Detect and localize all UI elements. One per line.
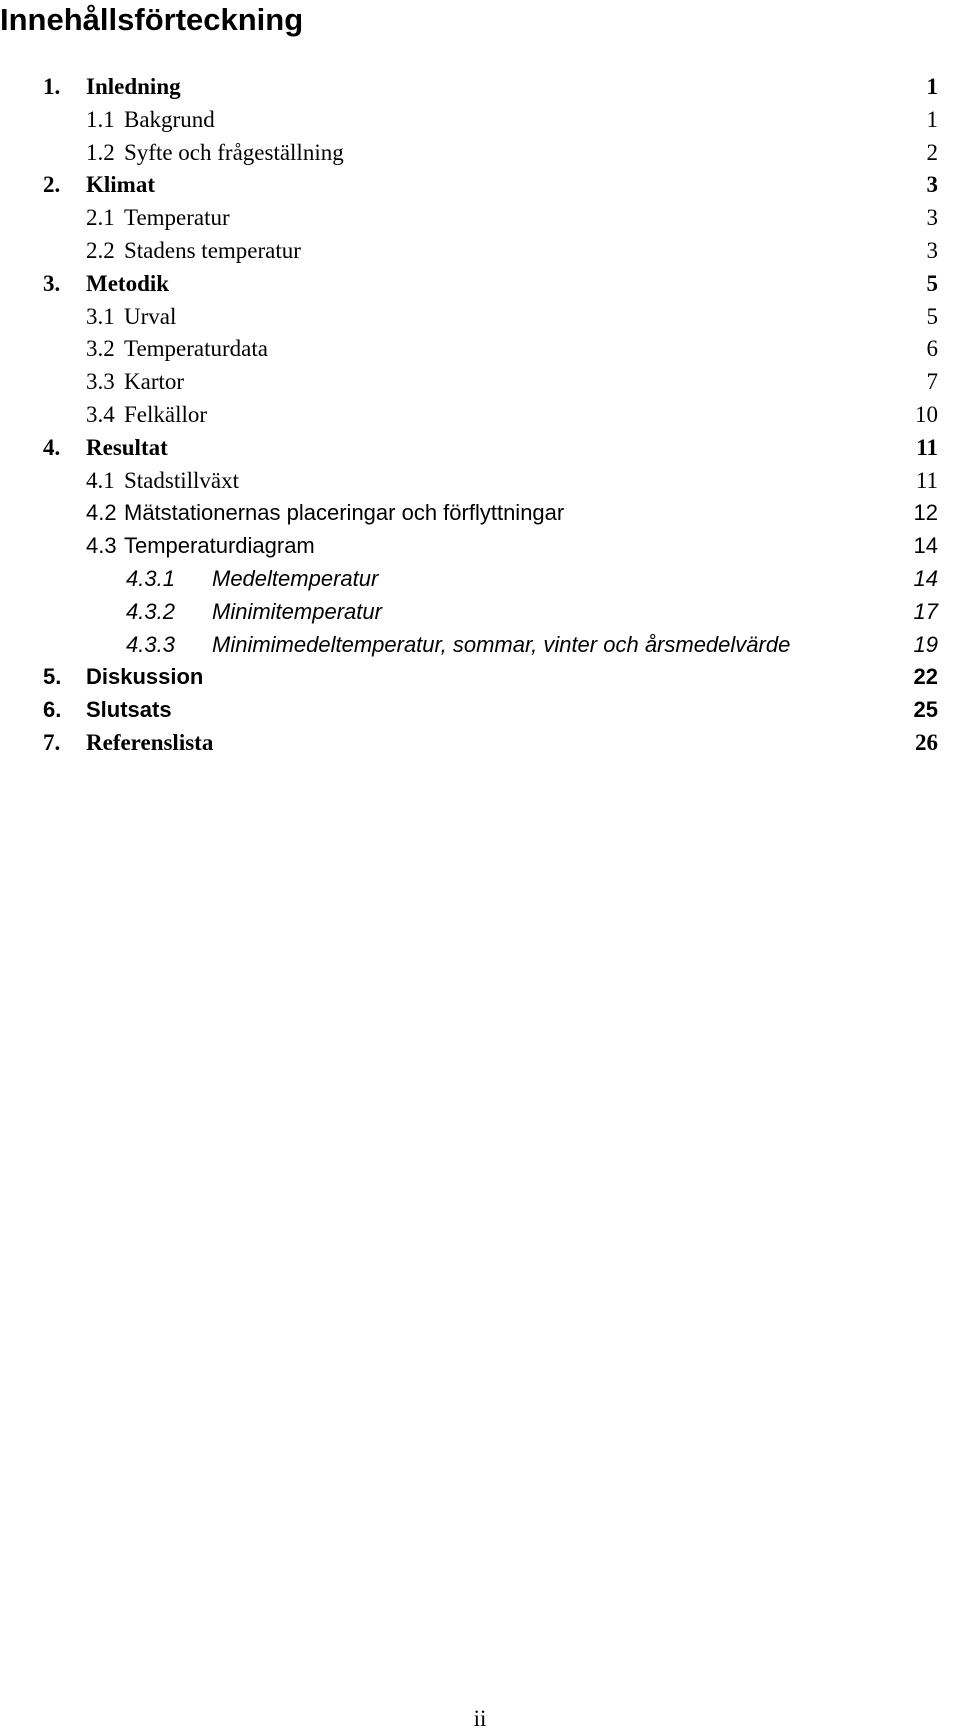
- toc-entry-page: 7: [926, 369, 938, 395]
- toc-entry-number: 2.: [43, 172, 61, 198]
- toc-entry[interactable]: [0, 432, 960, 465]
- toc-entry-page: 1: [926, 106, 938, 132]
- toc-entry[interactable]: [0, 661, 960, 694]
- toc-entry[interactable]: [0, 235, 960, 268]
- toc-entry-label: Klimat: [86, 172, 155, 198]
- toc-entry-number: 3.2: [86, 336, 115, 362]
- toc-entry-number: 5.: [43, 664, 62, 690]
- toc-entry[interactable]: [0, 268, 960, 301]
- toc-entry[interactable]: [0, 465, 960, 498]
- toc-entry-label: Kartor: [124, 369, 185, 395]
- toc-entry-label: Minimitemperatur: [212, 598, 382, 624]
- toc-entry-page: 26: [915, 729, 938, 755]
- toc-entry[interactable]: [0, 497, 960, 530]
- toc-entry[interactable]: [0, 333, 960, 366]
- toc-entry-label: Metodik: [86, 270, 170, 296]
- toc-entry-number: 3.1: [86, 303, 115, 329]
- toc-entry-page: 19: [913, 631, 938, 657]
- toc-entry-label: Temperatur: [124, 205, 230, 231]
- toc-entry-page: 14: [913, 533, 938, 559]
- toc-entry-page: 25: [913, 697, 938, 723]
- toc-entry[interactable]: [0, 399, 960, 432]
- toc-entry-page: 6: [926, 336, 938, 362]
- toc-entry-page: 2: [926, 139, 938, 165]
- toc-entry-number: 4.3: [86, 533, 117, 559]
- toc-entry-page: 14: [913, 565, 938, 591]
- toc-entry[interactable]: [0, 530, 960, 563]
- toc-entry[interactable]: [0, 694, 960, 727]
- toc-entry-page: 22: [913, 664, 938, 690]
- toc-entry-page: 11: [916, 434, 938, 460]
- toc-entry-number: 3.: [43, 270, 61, 296]
- toc-entry[interactable]: [0, 71, 960, 104]
- toc-entry-number: 4.3.2: [126, 598, 175, 624]
- toc-entry-label: Resultat: [86, 434, 168, 460]
- toc-entry-label: Urval: [124, 303, 177, 329]
- toc-entry-page: 11: [915, 467, 938, 493]
- toc-entry-page: 5: [926, 303, 938, 329]
- toc-entry-number: 6.: [43, 697, 62, 723]
- toc-entry-label: Syfte och frågeställning: [124, 139, 344, 165]
- toc-entry[interactable]: [0, 202, 960, 235]
- toc-entry-number: 3.4: [86, 401, 115, 427]
- toc-entry-page: 12: [913, 500, 938, 526]
- toc-entry-number: 3.3: [86, 369, 115, 395]
- toc-entry-page: 3: [926, 205, 938, 231]
- toc-entry-label: Referenslista: [86, 729, 214, 755]
- table-of-contents: [0, 71, 960, 760]
- toc-entry[interactable]: [0, 301, 960, 334]
- toc-entry-label: Minimimedeltemperatur, sommar, vinter och årsmedelvärde: [212, 631, 791, 657]
- page-number: ii: [473, 1706, 487, 1731]
- toc-entry-number: 1.1: [86, 106, 115, 132]
- toc-entry-number: 2.2: [86, 237, 115, 263]
- toc-entry-page: 3: [926, 237, 938, 263]
- toc-entry-label: Slutsats: [86, 697, 172, 723]
- toc-entry-label: Mätstationernas placeringar och förflyttningar: [124, 500, 565, 526]
- toc-entry-label: Stadstillväxt: [124, 467, 239, 493]
- toc-entry-label: Bakgrund: [124, 106, 215, 132]
- toc-entry[interactable]: [0, 629, 960, 662]
- toc-entry-number: 4.3.1: [126, 565, 175, 591]
- toc-entry[interactable]: [0, 169, 960, 202]
- toc-entry[interactable]: [0, 366, 960, 399]
- toc-entry-page: 17: [913, 598, 938, 624]
- toc-entry-page: 3: [926, 172, 938, 198]
- toc-entry[interactable]: [0, 596, 960, 629]
- toc-entry-label: Inledning: [86, 74, 181, 99]
- toc-entry-number: 2.1: [86, 205, 115, 231]
- toc-entry-label: Stadens temperatur: [124, 237, 301, 263]
- toc-entry-page: 10: [915, 401, 938, 427]
- toc-entry-label: Medeltemperatur: [212, 565, 379, 591]
- toc-entry[interactable]: [0, 727, 960, 760]
- toc-entry-number: 4.: [43, 434, 61, 460]
- toc-entry-number: 4.2: [86, 500, 117, 526]
- toc-entry[interactable]: [0, 137, 960, 170]
- toc-entry-label: Temperaturdiagram: [124, 533, 315, 559]
- toc-entry-number: 4.3.3: [126, 631, 175, 657]
- toc-entry-page: 1: [926, 74, 938, 99]
- page-title: Innehållsförteckning: [0, 2, 304, 37]
- toc-entry-label: Felkällor: [124, 401, 208, 427]
- toc-entry-number: 4.1: [86, 467, 115, 493]
- toc-entry-number: 1.: [43, 74, 61, 99]
- toc-entry-number: 7.: [43, 729, 61, 755]
- toc-entry-number: 1.2: [86, 139, 115, 165]
- toc-entry-label: Diskussion: [86, 664, 204, 690]
- toc-entry-label: Temperaturdata: [124, 336, 268, 362]
- toc-entry[interactable]: [0, 563, 960, 596]
- toc-entry-page: 5: [926, 270, 938, 296]
- toc-entry[interactable]: [0, 104, 960, 137]
